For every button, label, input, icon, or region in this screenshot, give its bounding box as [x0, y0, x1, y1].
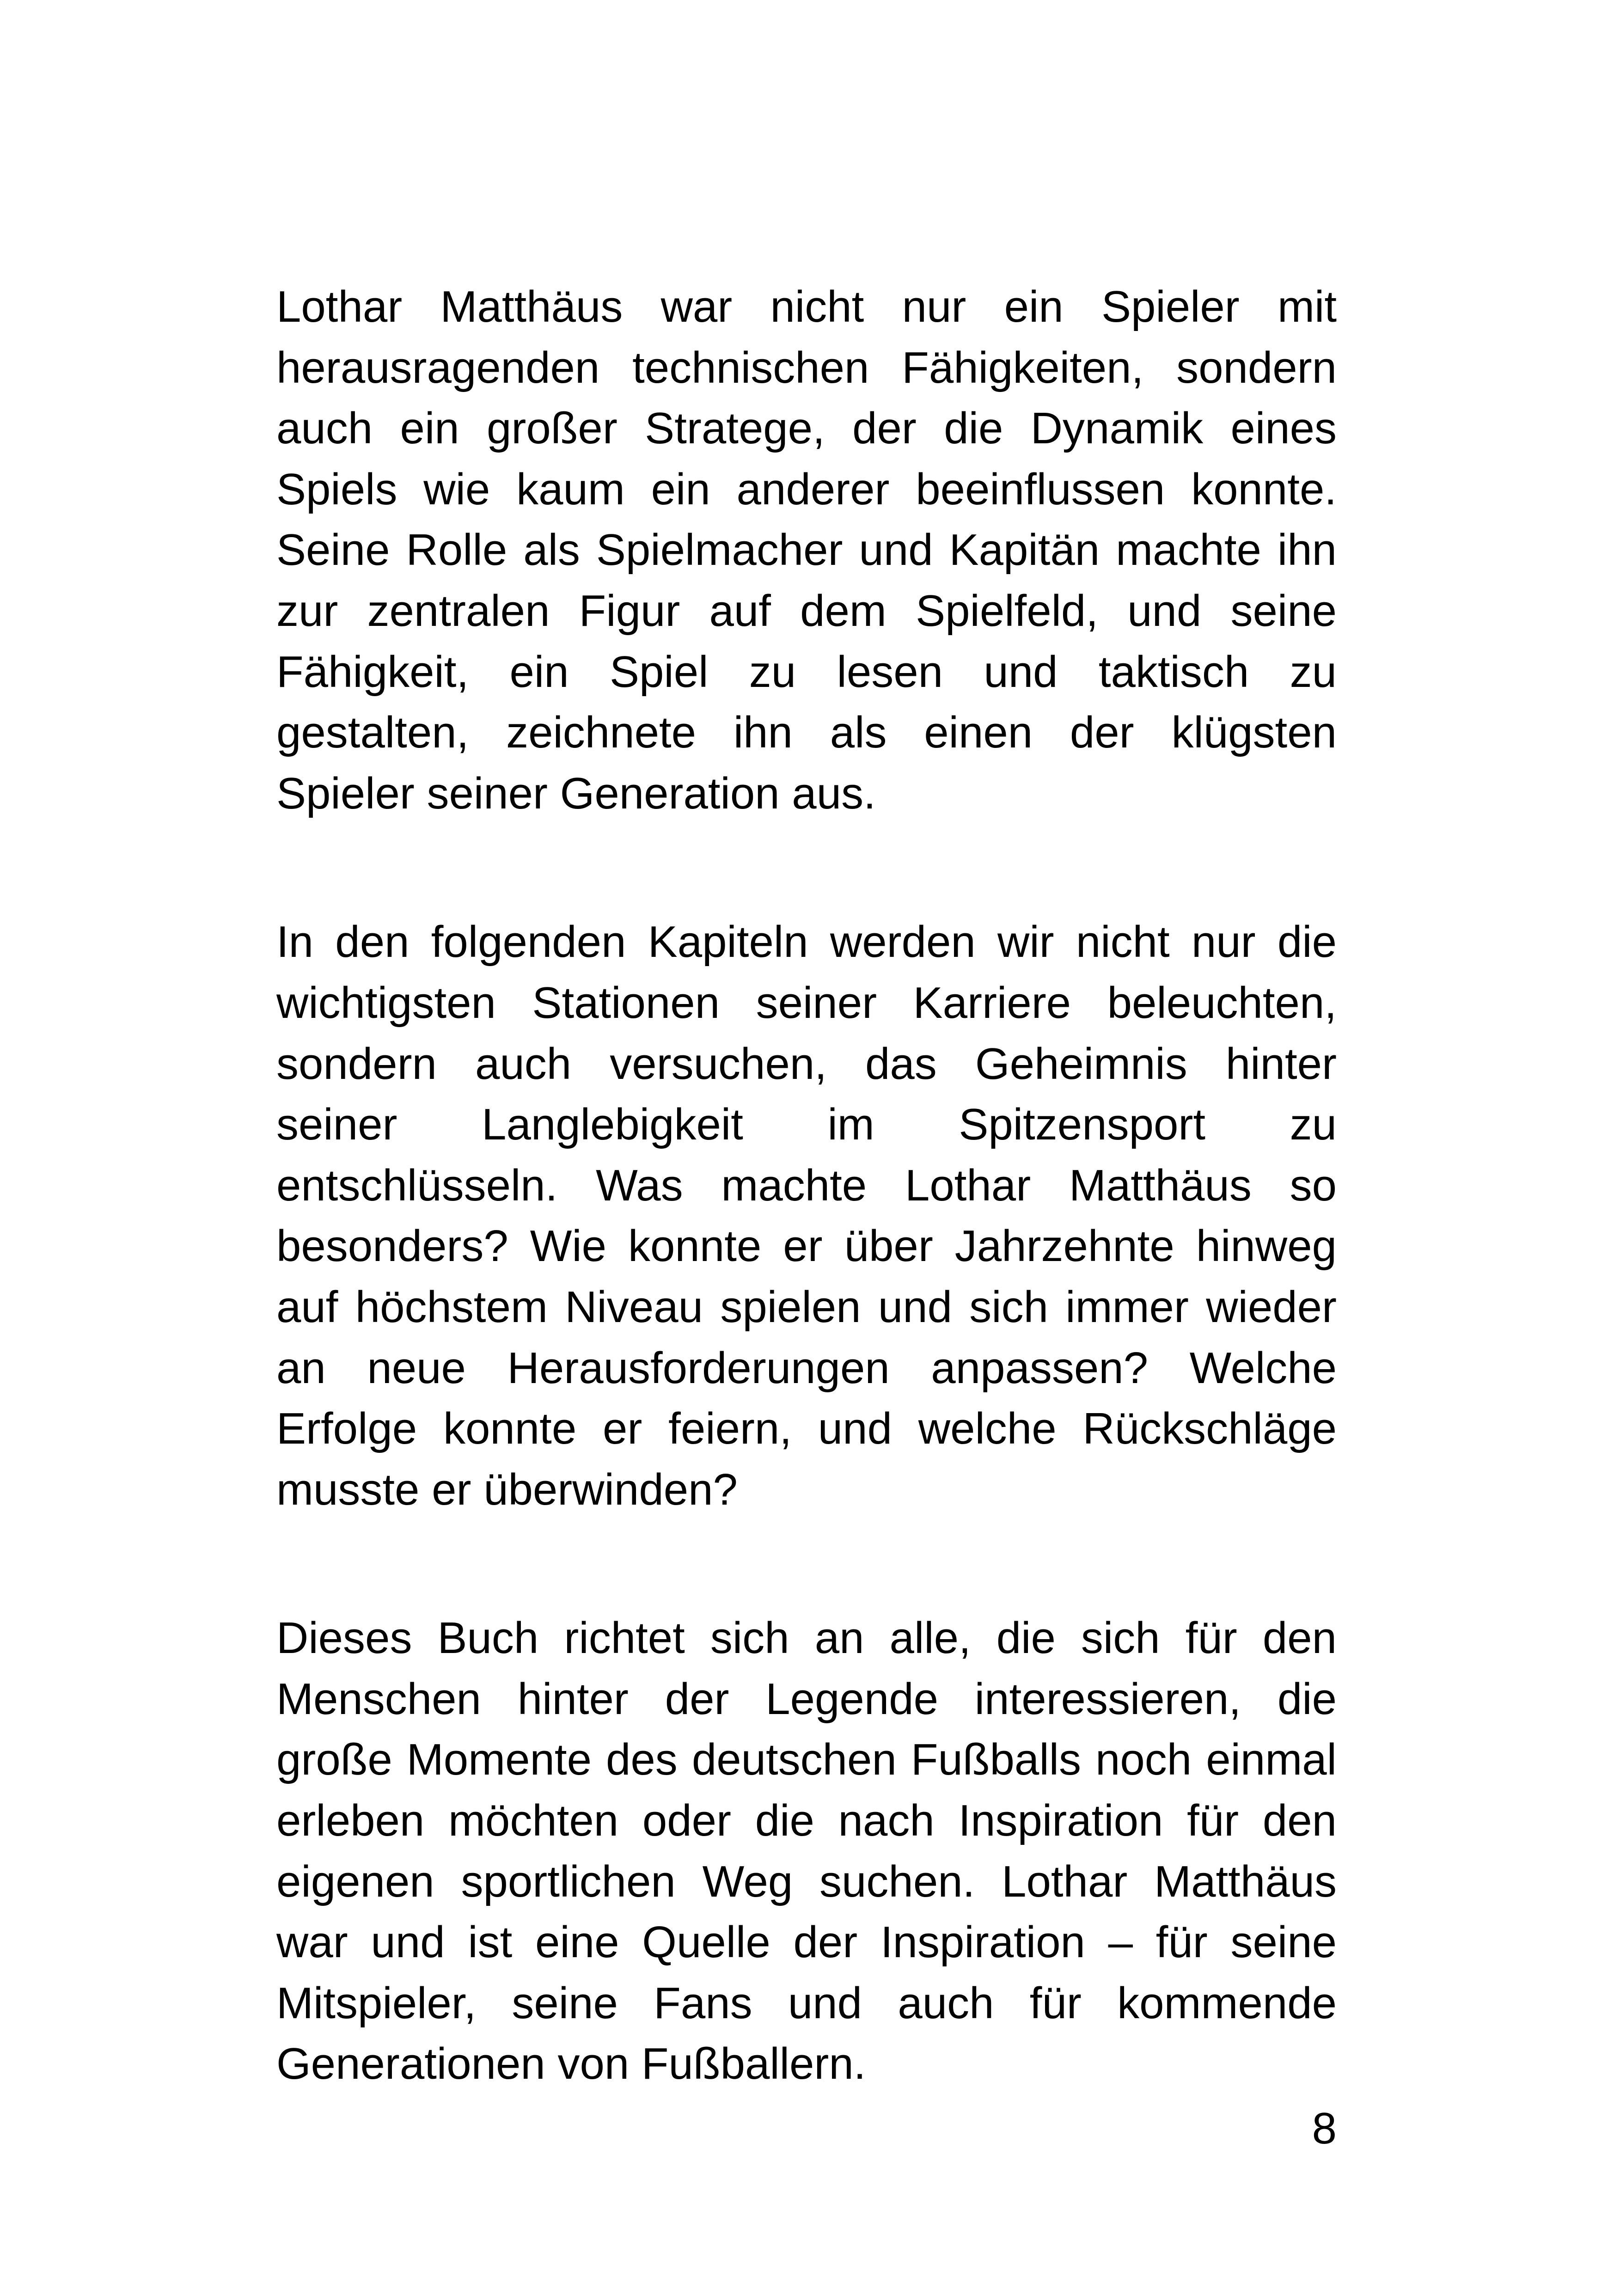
paragraph-3: Dieses Buch richtet sich an alle, die sich für den Menschen hinter der Legende interessieren, die große Momente des deutschen Fußballs noch einmal erleben möchten oder die nach Inspiration für den eigenen sportlichen Weg suchen. Lothar Matthäus war und ist eine Quelle der Inspiration – für seine Mitspieler, seine Fans und auch für kommende Generationen von Fußballern.: [276, 1613, 1337, 2089]
paragraph-2: In den folgenden Kapiteln werden wir nicht nur die wichtigsten Stationen seiner Karriere beleuchten, sondern auch versuchen, das Geheimnis hinter seiner Langlebigkeit im Spitzensport zu entschlüsseln. Was machte Lothar Matthäus so besonders? Wie konnte er über Jahrzehnte hinweg auf höchstem Niveau spielen und sich immer wieder an neue Herausforderungen anpassen? Welche Erfolge konnte er feiern, und welche Rückschläge musste er überwinden?: [276, 917, 1337, 1514]
page-number: 8: [1312, 2104, 1337, 2153]
body-text: [276, 276, 1337, 2094]
paragraph-1: Lothar Matthäus war nicht nur ein Spieler mit herausragenden technischen Fähigkeiten, sondern auch ein großer Stratege, der die Dynamik eines Spiels wie kaum ein anderer beeinflussen konnte. Seine Rolle als Spielmacher und Kapitän machte ihn zur zentralen Figur auf dem Spielfeld, und seine Fähigkeit, ein Spiel zu lesen und taktisch zu gestalten, zeichnete ihn als einen der klügsten Spieler seiner Generation aus.: [276, 282, 1337, 818]
